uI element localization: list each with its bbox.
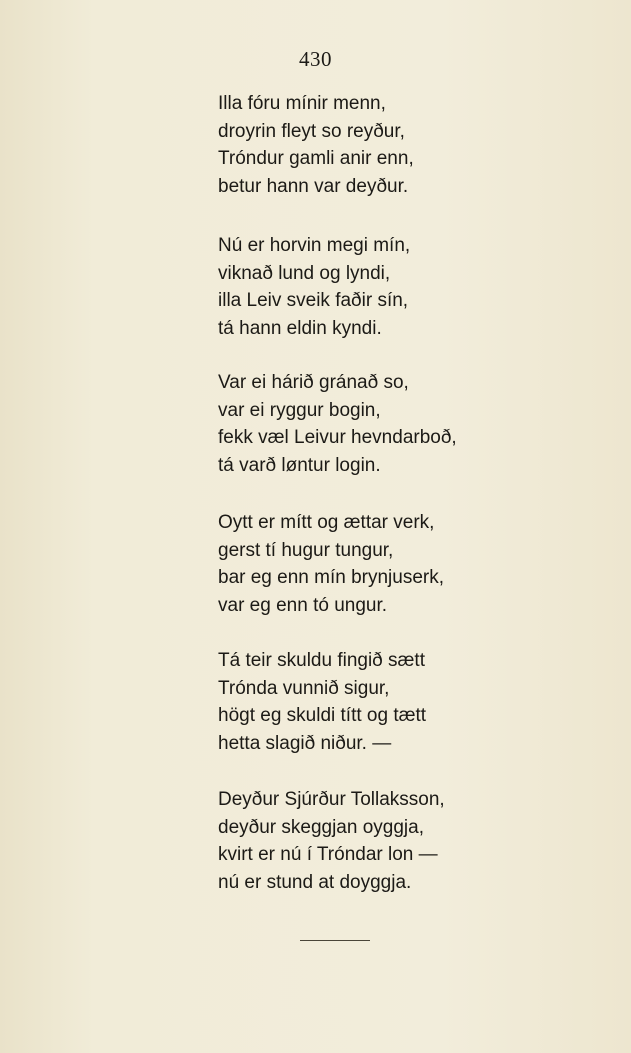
verse-line: högt eg skuldi títt og tætt bbox=[218, 705, 427, 726]
verse-line: Tróndur gamli anir enn, bbox=[218, 148, 414, 169]
verse-line: Nú er horvin megi mín, bbox=[218, 235, 411, 256]
verse-line: tá varð løntur login. bbox=[218, 454, 381, 476]
verse-line: var ei ryggur bogin, bbox=[218, 399, 381, 421]
verse-line: gerst tí hugur tungur, bbox=[218, 539, 394, 561]
verse-line: Oytt er mítt og ættar verk, bbox=[218, 512, 435, 533]
stanza-2 bbox=[218, 232, 598, 342]
verse-line: bar eg enn mín brynjuserk, bbox=[218, 567, 445, 588]
verse-line: droyrin fleyt so reyður, bbox=[218, 120, 405, 142]
verse-line: Illa fóru mínir menn, bbox=[218, 93, 386, 114]
verse-line: Trónda vunnið sigur, bbox=[218, 677, 390, 699]
stanza-5 bbox=[218, 647, 598, 757]
verse-line: var eg enn tó ungur. bbox=[218, 594, 388, 616]
verse-line: fekk væl Leivur hevndarboð, bbox=[218, 427, 457, 448]
verse-line: Deyður Sjúrður Tollaksson, bbox=[218, 789, 445, 810]
end-rule bbox=[300, 940, 370, 941]
verse-line: kvirt er nú í Tróndar lon — bbox=[218, 844, 438, 865]
stanza-1 bbox=[218, 90, 598, 200]
verse-line: Tá teir skuldu fingið sætt bbox=[218, 650, 425, 671]
verse-line: nú er stund at doyggja. bbox=[218, 871, 412, 893]
page-number: 430 bbox=[299, 47, 332, 71]
verse-line: tá hann eldin kyndi. bbox=[218, 317, 382, 339]
verse-line: deyður skeggjan oyggja, bbox=[218, 816, 424, 838]
verse-line: betur hann var deyður. bbox=[218, 175, 409, 197]
verse-line: hetta slagið niður. — bbox=[218, 732, 392, 754]
verse-line: Var ei hárið gránað so, bbox=[218, 372, 409, 393]
stanza-6 bbox=[218, 786, 598, 896]
verse-line: illa Leiv sveik faðir sín, bbox=[218, 290, 409, 311]
verse-line: viknað lund og lyndi, bbox=[218, 262, 391, 284]
stanza-3 bbox=[218, 369, 598, 479]
stanza-4 bbox=[218, 509, 598, 619]
